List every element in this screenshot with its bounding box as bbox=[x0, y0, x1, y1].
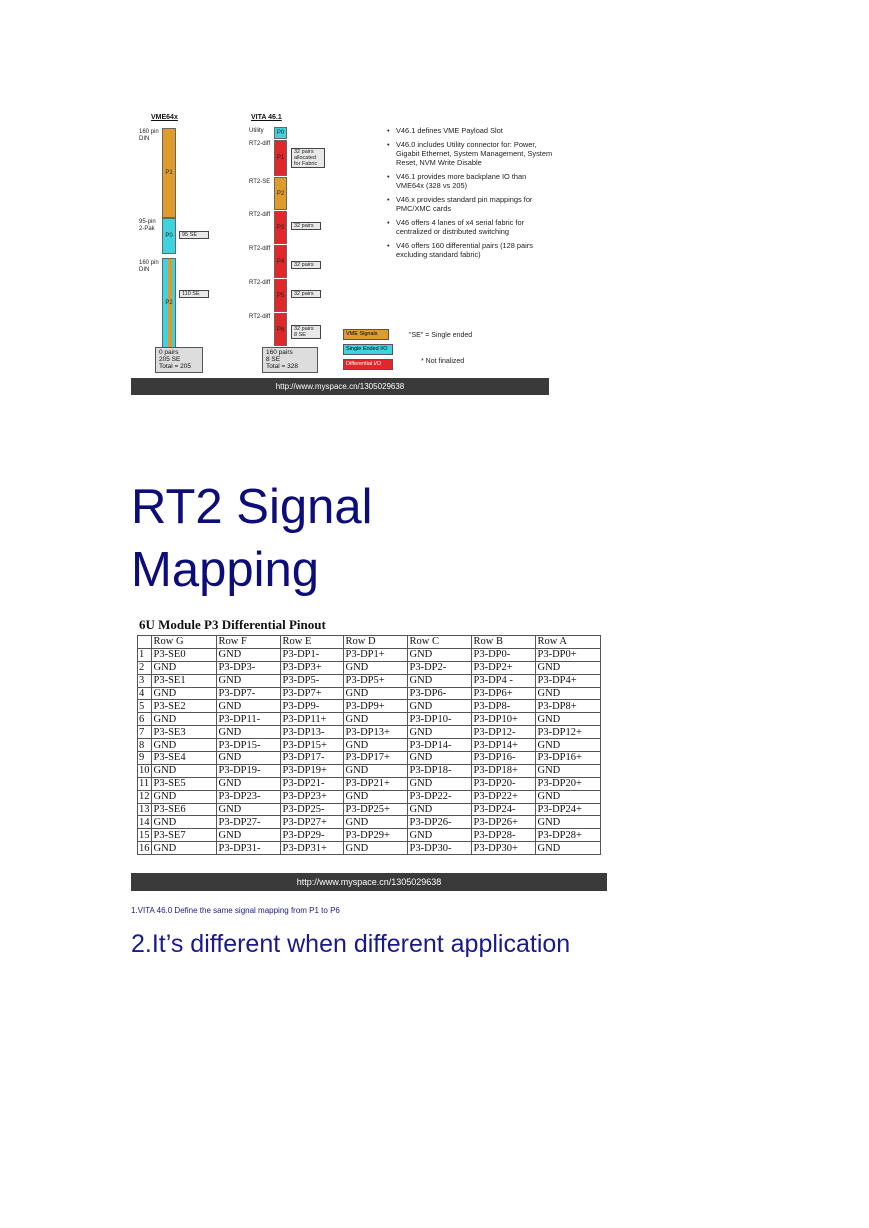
table-cell: P3-DP1- bbox=[280, 648, 343, 661]
vita-p3-block: P3 bbox=[274, 211, 287, 244]
table-cell: P3-SE2 bbox=[151, 700, 216, 713]
table-cell: GND bbox=[216, 803, 280, 816]
column-header: Row B bbox=[471, 636, 535, 649]
bullet-item: • V46 offers 4 lanes of x4 serial fabric for centralized or distributed switching bbox=[386, 218, 556, 236]
vme-total-box bbox=[155, 347, 203, 373]
table-cell: GND bbox=[216, 700, 280, 713]
table-row bbox=[138, 661, 601, 674]
table-cell: P3-DP21+ bbox=[343, 777, 407, 790]
table-cell: P3-DP30- bbox=[407, 842, 471, 855]
vita-p0-block: P0 bbox=[274, 127, 287, 139]
table-row bbox=[138, 687, 601, 700]
table-header-row bbox=[138, 636, 601, 649]
table-row bbox=[138, 790, 601, 803]
page-title: RT2 Signal Mapping bbox=[131, 480, 373, 597]
vita-p3-note: 32 pairs bbox=[291, 222, 321, 230]
table-cell: P3-DP4 - bbox=[471, 674, 535, 687]
table-cell: GND bbox=[535, 790, 600, 803]
table-cell: P3-DP26- bbox=[407, 816, 471, 829]
table-cell: P3-DP20+ bbox=[535, 777, 600, 790]
table-cell: GND bbox=[151, 687, 216, 700]
table-cell: P3-SE5 bbox=[151, 777, 216, 790]
table-cell: GND bbox=[535, 739, 600, 752]
table-cell: GND bbox=[216, 648, 280, 661]
not-finalized-note: * Not finalized bbox=[421, 358, 465, 365]
table-cell: GND bbox=[407, 803, 471, 816]
table-cell: GND bbox=[343, 713, 407, 726]
table-cell: P3-DP3- bbox=[216, 661, 280, 674]
table-row bbox=[138, 803, 601, 816]
vita-total-box bbox=[262, 347, 318, 373]
row-number-cell: 9 bbox=[138, 752, 152, 765]
vme-total-sum: Total = 205 bbox=[159, 363, 191, 370]
vita-p1-note: 32 pairs allocated for Fabric bbox=[291, 148, 325, 168]
vita-p6-note: 32 pairs 8 SE bbox=[291, 325, 321, 339]
table-cell: P3-DP8- bbox=[471, 700, 535, 713]
row-number-cell: 15 bbox=[139, 829, 150, 841]
table-cell: P3-DP5- bbox=[280, 674, 343, 687]
table-cell: GND bbox=[407, 752, 471, 765]
table-cell: GND bbox=[535, 764, 600, 777]
table-cell: P3-DP15+ bbox=[280, 739, 343, 752]
legend-vme-signals: VME Signals bbox=[343, 329, 389, 340]
table-cell: P3-DP5+ bbox=[343, 674, 407, 687]
table-cell: GND bbox=[407, 700, 471, 713]
table-cell: GND bbox=[407, 674, 471, 687]
column-header: Row E bbox=[280, 636, 343, 649]
table-cell: GND bbox=[407, 829, 471, 842]
table-cell: P3-DP2+ bbox=[471, 661, 535, 674]
p0-pin-label: 95-pin 2-Pak bbox=[139, 219, 156, 232]
pinout-image bbox=[137, 617, 607, 891]
table-cell: P3-DP31+ bbox=[280, 842, 343, 855]
table-cell: P3-DP23- bbox=[216, 790, 280, 803]
table-cell: P3-DP12+ bbox=[535, 726, 600, 739]
vme-p1-block: P1 bbox=[162, 128, 176, 218]
table-cell: P3-DP17- bbox=[280, 752, 343, 765]
vita-p4-note: 32 pairs bbox=[291, 261, 321, 269]
row-number-cell: 3 bbox=[138, 674, 152, 687]
table-cell: GND bbox=[535, 687, 600, 700]
vita-p5-block: P5 bbox=[274, 279, 287, 312]
table-cell: P3-DP8+ bbox=[535, 700, 600, 713]
table-cell: P3-DP20- bbox=[471, 777, 535, 790]
column-header: Row G bbox=[151, 636, 216, 649]
vita461-header: VITA 46.1 bbox=[251, 114, 282, 121]
pinout-table bbox=[137, 635, 601, 855]
table-cell: P3-SE7 bbox=[151, 829, 216, 842]
feature-bullets bbox=[386, 126, 556, 264]
table-cell: P3-DP3+ bbox=[280, 661, 343, 674]
table-cell: P3-DP28+ bbox=[535, 829, 600, 842]
table-cell: P3-DP14- bbox=[407, 739, 471, 752]
table-cell: GND bbox=[535, 713, 600, 726]
table-cell: P3-DP10+ bbox=[471, 713, 535, 726]
table-cell: P3-DP2- bbox=[407, 661, 471, 674]
row-number-cell: 1 bbox=[138, 648, 152, 661]
table-cell: P3-DP18- bbox=[407, 764, 471, 777]
bullet-item: • V46 offers 160 differential pairs (128 pairs excluding standard fabric) bbox=[386, 241, 556, 259]
table-cell: P3-DP7- bbox=[216, 687, 280, 700]
table-cell: P3-DP15- bbox=[216, 739, 280, 752]
column-header: Row D bbox=[343, 636, 407, 649]
table-cell: P3-DP16+ bbox=[535, 752, 600, 765]
column-header: Row F bbox=[216, 636, 280, 649]
table-cell: P3-DP4+ bbox=[535, 674, 600, 687]
se-definition: "SE" = Single ended bbox=[409, 332, 473, 339]
column-header bbox=[138, 636, 152, 649]
table-cell: P3-DP18+ bbox=[471, 764, 535, 777]
table-row bbox=[138, 777, 601, 790]
row-number-cell: 6 bbox=[138, 713, 152, 726]
bullet-item: • V46.1 defines VME Payload Slot bbox=[386, 126, 556, 135]
table-cell: P3-DP9- bbox=[280, 700, 343, 713]
table-cell: GND bbox=[343, 764, 407, 777]
table-row bbox=[138, 648, 601, 661]
vme-p2-block bbox=[162, 258, 176, 348]
vita-p5-note: 32 pairs bbox=[291, 290, 321, 298]
p2-se-note: 110 SE bbox=[179, 290, 209, 298]
vme-p0-block: P0 bbox=[162, 218, 176, 254]
row-number-cell: 2 bbox=[138, 661, 152, 674]
vita-total-sum: Total = 328 bbox=[266, 363, 298, 370]
table-cell: P3-DP17+ bbox=[343, 752, 407, 765]
table-cell: P3-DP25+ bbox=[343, 803, 407, 816]
table-cell: GND bbox=[535, 816, 600, 829]
vme-total-se: 205 SE bbox=[159, 356, 181, 363]
row-number-cell: 12 bbox=[139, 791, 150, 803]
table-cell: P3-DP13+ bbox=[343, 726, 407, 739]
table-cell: GND bbox=[216, 674, 280, 687]
table-cell: GND bbox=[216, 777, 280, 790]
table-cell: P3-DP29- bbox=[280, 829, 343, 842]
table-cell: P3-DP25- bbox=[280, 803, 343, 816]
vita-label-5: RT2-diff bbox=[249, 280, 271, 286]
vita-total-pairs: 160 pairs bbox=[266, 349, 293, 356]
table-cell: P3-DP19+ bbox=[280, 764, 343, 777]
pinout-title: 6U Module P3 Differential Pinout bbox=[139, 617, 326, 632]
column-header: Row C bbox=[407, 636, 471, 649]
table-cell: P3-DP19- bbox=[216, 764, 280, 777]
pinout-url-bar: http://www.myspace.cn/1305029638 bbox=[131, 873, 607, 891]
table-row bbox=[138, 764, 601, 777]
table-cell: GND bbox=[151, 764, 216, 777]
table-cell: P3-DP6- bbox=[407, 687, 471, 700]
note-1: 1.VITA 46.0 Define the same signal mapping from P1 to P6 bbox=[131, 906, 340, 915]
table-cell: P3-DP11+ bbox=[280, 713, 343, 726]
table-row bbox=[138, 816, 601, 829]
table-row bbox=[138, 726, 601, 739]
table-cell: GND bbox=[216, 752, 280, 765]
table-cell: GND bbox=[535, 842, 600, 855]
vita-p4-block: P4 bbox=[274, 245, 287, 278]
legend-differential: Differential I/O bbox=[343, 359, 393, 370]
table-row bbox=[138, 829, 601, 842]
table-cell: P3-DP24+ bbox=[535, 803, 600, 816]
table-cell: P3-DP27+ bbox=[280, 816, 343, 829]
table-cell: P3-DP0+ bbox=[535, 648, 600, 661]
table-cell: P3-DP28- bbox=[471, 829, 535, 842]
p0-se-note: 95 SE bbox=[179, 231, 209, 239]
vita-label-3: RT2-diff bbox=[249, 212, 271, 218]
table-cell: P3-DP16- bbox=[471, 752, 535, 765]
row-number-cell: 13 bbox=[139, 804, 150, 816]
table-cell: P3-DP31- bbox=[216, 842, 280, 855]
table-row bbox=[138, 752, 601, 765]
table-cell: P3-SE3 bbox=[151, 726, 216, 739]
table-cell: GND bbox=[343, 739, 407, 752]
table-cell: P3-SE0 bbox=[151, 648, 216, 661]
table-cell: GND bbox=[343, 816, 407, 829]
table-cell: GND bbox=[535, 661, 600, 674]
table-cell: GND bbox=[151, 739, 216, 752]
table-row bbox=[138, 700, 601, 713]
table-row bbox=[138, 713, 601, 726]
table-cell: P3-DP29+ bbox=[343, 829, 407, 842]
legend-single-ended: Single Ended I/O bbox=[343, 344, 393, 355]
vita-label-4: RT2-diff bbox=[249, 246, 271, 252]
table-cell: GND bbox=[407, 777, 471, 790]
table-cell: P3-DP1+ bbox=[343, 648, 407, 661]
table-cell: GND bbox=[343, 790, 407, 803]
table-cell: P3-DP22- bbox=[407, 790, 471, 803]
table-cell: P3-SE1 bbox=[151, 674, 216, 687]
table-cell: P3-DP23+ bbox=[280, 790, 343, 803]
table-cell: GND bbox=[151, 661, 216, 674]
vita-label-6: RT2-diff bbox=[249, 314, 271, 320]
vita-p2-block: P2 bbox=[274, 177, 287, 210]
table-cell: P3-DP12- bbox=[471, 726, 535, 739]
vme-p2-label: P2 bbox=[165, 300, 173, 306]
table-cell: GND bbox=[216, 829, 280, 842]
vita-label-0: Utility bbox=[249, 128, 264, 134]
vita-total-se: 8 SE bbox=[266, 356, 281, 363]
p1-pin-label: 160 pin DIN bbox=[139, 129, 159, 142]
row-number-cell: 8 bbox=[138, 739, 152, 752]
row-number-cell: 4 bbox=[138, 687, 152, 700]
row-number-cell: 14 bbox=[139, 816, 150, 828]
vita-label-1: RT2-diff bbox=[249, 141, 271, 147]
table-cell: GND bbox=[343, 842, 407, 855]
table-cell: GND bbox=[216, 726, 280, 739]
vita-label-2: RT2-SE bbox=[249, 179, 271, 185]
table-cell: P3-DP24- bbox=[471, 803, 535, 816]
table-cell: P3-DP7+ bbox=[280, 687, 343, 700]
table-cell: P3-DP22+ bbox=[471, 790, 535, 803]
table-cell: P3-DP10- bbox=[407, 713, 471, 726]
table-row bbox=[138, 739, 601, 752]
row-number-cell: 5 bbox=[138, 700, 152, 713]
table-cell: P3-DP0- bbox=[471, 648, 535, 661]
table-cell: GND bbox=[407, 648, 471, 661]
vita-p1-block: P1 bbox=[274, 140, 287, 176]
table-row bbox=[138, 842, 601, 855]
table-cell: P3-SE6 bbox=[151, 803, 216, 816]
table-cell: P3-DP14+ bbox=[471, 739, 535, 752]
p2-pin-label: 160 pin DIN bbox=[139, 260, 159, 273]
table-cell: P3-DP11- bbox=[216, 713, 280, 726]
table-cell: GND bbox=[343, 661, 407, 674]
table-cell: P3-SE4 bbox=[151, 752, 216, 765]
bullet-item: • V46.x provides standard pin mappings for PMC/XMC cards bbox=[386, 195, 556, 213]
row-number-cell: 16 bbox=[139, 842, 150, 854]
note-2: 2.It’s different when different application bbox=[131, 930, 571, 958]
bullet-item: • V46.0 includes Utility connector for: Power, Gigabit Ethernet, System Management, System Reset, NVM Write Disable bbox=[386, 140, 556, 167]
table-cell: P3-DP27- bbox=[216, 816, 280, 829]
column-header: Row A bbox=[535, 636, 600, 649]
table-cell: P3-DP26+ bbox=[471, 816, 535, 829]
vita-diagram-image bbox=[131, 110, 553, 395]
table-cell: P3-DP21- bbox=[280, 777, 343, 790]
table-cell: GND bbox=[151, 842, 216, 855]
table-cell: GND bbox=[151, 816, 216, 829]
table-cell: GND bbox=[407, 726, 471, 739]
diagram-url-bar: http://www.myspace.cn/1305029638 bbox=[131, 378, 549, 395]
vme-total-pairs: 0 pairs bbox=[159, 349, 179, 356]
table-cell: P3-DP13- bbox=[280, 726, 343, 739]
row-number-cell: 7 bbox=[138, 726, 152, 739]
bullet-item: • V46.1 provides more backplane IO than VME64x (328 vs 205) bbox=[386, 172, 556, 190]
table-row bbox=[138, 674, 601, 687]
table-cell: GND bbox=[343, 687, 407, 700]
row-number-cell: 11 bbox=[139, 778, 150, 790]
vme64x-header: VME64x bbox=[151, 114, 178, 121]
table-cell: P3-DP30+ bbox=[471, 842, 535, 855]
table-cell: GND bbox=[151, 713, 216, 726]
row-number-cell: 10 bbox=[139, 765, 150, 777]
table-cell: P3-DP9+ bbox=[343, 700, 407, 713]
table-cell: GND bbox=[151, 790, 216, 803]
table-cell: P3-DP6+ bbox=[471, 687, 535, 700]
vita-p6-block: P6 bbox=[274, 313, 287, 346]
